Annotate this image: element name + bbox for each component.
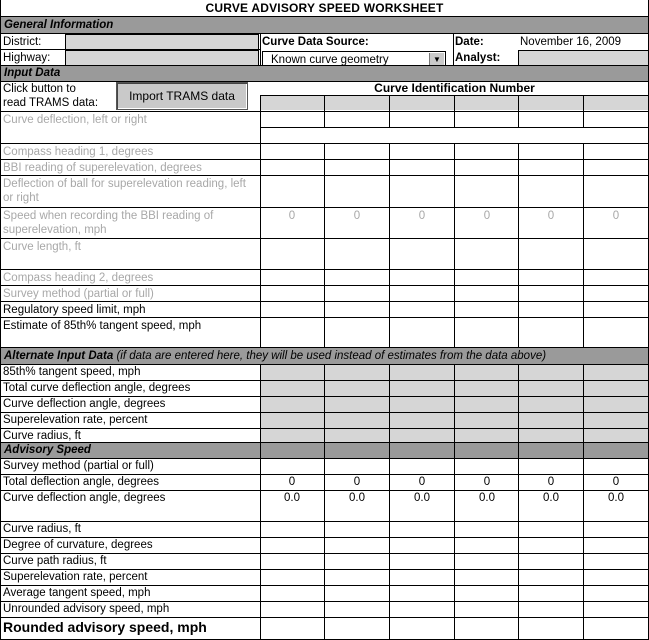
- speed-bbi-value[interactable]: 0: [418, 210, 426, 222]
- grid-line: [0, 0, 1, 640]
- adv-curve-deflection-label: Curve deflection angle, degrees: [3, 492, 166, 504]
- adv-total-deflection-label: Total deflection angle, degrees: [3, 476, 159, 488]
- grid-line: [260, 33, 261, 66]
- row-bbi-reading-label: BBI reading of superelevation, degrees: [3, 162, 202, 174]
- grid-line: [0, 81, 649, 82]
- alternate-input-title: Alternate Input Data: [4, 350, 114, 362]
- district-input[interactable]: [65, 34, 259, 50]
- adv-degree-curvature-label: Degree of curvature, degrees: [3, 539, 153, 551]
- grid-line: [518, 95, 519, 128]
- grid-line: [583, 143, 584, 348]
- highway-input[interactable]: [65, 50, 259, 66]
- grid-line: [583, 95, 584, 128]
- curve-data-source-label: Curve Data Source:: [262, 36, 369, 48]
- grid-line: [260, 364, 261, 640]
- row-85th-tangent-label: 85th% tangent speed, mph: [3, 366, 141, 378]
- date-label: Date:: [455, 36, 484, 48]
- adv-survey-method-label: Survey method (partial or full): [3, 460, 154, 472]
- adv-superelevation-label: Superelevation rate, percent: [3, 571, 148, 583]
- grid-line: [0, 33, 649, 34]
- total-deflection-value: 0: [483, 476, 491, 488]
- adv-average-tangent-label: Average tangent speed, mph: [3, 587, 151, 599]
- section-input-data: Input Data: [0, 66, 649, 81]
- grid-line: [260, 95, 261, 348]
- section-general-information: General Information: [0, 17, 649, 34]
- row-regulatory-speed-label: Regulatory speed limit, mph: [3, 304, 146, 316]
- analyst-label: Analyst:: [455, 52, 501, 64]
- total-deflection-value: 0: [288, 476, 296, 488]
- row-superelevation-rate-label: Superelevation rate, percent: [3, 414, 148, 426]
- section-advisory-speed: Advisory Speed: [0, 443, 649, 458]
- import-trams-button[interactable]: Import TRAMS data: [116, 82, 248, 110]
- alternate-input-note: (if data are entered here, they will be used instead of estimates from the data above): [116, 350, 547, 362]
- chevron-down-icon[interactable]: ▼: [429, 53, 444, 66]
- row-curve-deflection-label: Curve deflection, left or right: [3, 114, 147, 126]
- row-total-curve-deflection-label: Total curve deflection angle, degrees: [3, 382, 191, 394]
- row-curve-deflection-angle-label: Curve deflection angle, degrees: [3, 398, 166, 410]
- speed-bbi-value[interactable]: 0: [547, 210, 555, 222]
- grid-line: [389, 143, 390, 348]
- curve-deflection-value: 0.0: [414, 492, 430, 504]
- grid-line: [518, 364, 519, 640]
- worksheet-title: CURVE ADVISORY SPEED WORKSHEET: [205, 1, 444, 15]
- grid-line: [454, 95, 455, 128]
- grid-line: [324, 143, 325, 348]
- analyst-input[interactable]: [518, 50, 649, 66]
- grid-line: [389, 364, 390, 640]
- date-value[interactable]: November 16, 2009: [520, 36, 622, 48]
- click-button-text-2: read TRAMS data:: [3, 97, 99, 109]
- total-deflection-value: 0: [547, 476, 555, 488]
- row-compass-heading-2-label: Compass heading 2, degrees: [3, 272, 154, 284]
- grid-line: [389, 95, 390, 128]
- row-curve-radius-label: Curve radius, ft: [3, 430, 81, 442]
- highway-label: Highway:: [3, 52, 51, 64]
- total-deflection-value: 0: [612, 476, 620, 488]
- grid-line: [0, 49, 260, 50]
- grid-line: [453, 33, 454, 66]
- grid-line: [454, 143, 455, 348]
- adv-curve-path-radius-label: Curve path radius, ft: [3, 555, 107, 567]
- grid-line: [0, 16, 649, 17]
- grid-line: [518, 143, 519, 348]
- row-ball-deflection-label: Deflection of ball for superelevation reading, left or right: [3, 178, 246, 204]
- grid-line: [454, 364, 455, 640]
- adv-curve-radius-label: Curve radius, ft: [3, 523, 81, 535]
- grid-line: [0, 65, 649, 66]
- row-survey-method-label: Survey method (partial or full): [3, 288, 154, 300]
- curve-data-source-value: Known curve geometry: [271, 54, 389, 66]
- row-estimate-85th-label: Estimate of 85th% tangent speed, mph: [3, 320, 202, 332]
- grid-line: [583, 364, 584, 640]
- curve-deflection-value: 0.0: [479, 492, 495, 504]
- speed-bbi-value[interactable]: 0: [483, 210, 491, 222]
- adv-rounded-speed-label: Rounded advisory speed, mph: [3, 619, 207, 635]
- speed-bbi-value[interactable]: 0: [612, 210, 620, 222]
- curve-deflection-value: 0.0: [284, 492, 300, 504]
- section-alternate-input: [0, 348, 649, 364]
- curve-deflection-value: 0.0: [543, 492, 559, 504]
- speed-bbi-value[interactable]: 0: [288, 210, 296, 222]
- curve-id-header: Curve Identification Number: [374, 81, 535, 95]
- row-speed-bbi-label: Speed when recording the BBI reading of superelevation, mph: [3, 210, 214, 236]
- row-compass-heading-1-label: Compass heading 1, degrees: [3, 146, 154, 158]
- row-curve-length-label: Curve length, ft: [3, 241, 81, 253]
- district-label: District:: [3, 36, 42, 48]
- total-deflection-value: 0: [418, 476, 426, 488]
- click-button-text-1: Click button to: [3, 83, 76, 95]
- speed-bbi-value[interactable]: 0: [353, 210, 361, 222]
- curve-deflection-value: 0.0: [608, 492, 624, 504]
- adv-unrounded-speed-label: Unrounded advisory speed, mph: [3, 603, 170, 615]
- total-deflection-value: 0: [353, 476, 361, 488]
- grid-line: [324, 364, 325, 640]
- curve-deflection-value: 0.0: [349, 492, 365, 504]
- grid-line: [324, 95, 325, 128]
